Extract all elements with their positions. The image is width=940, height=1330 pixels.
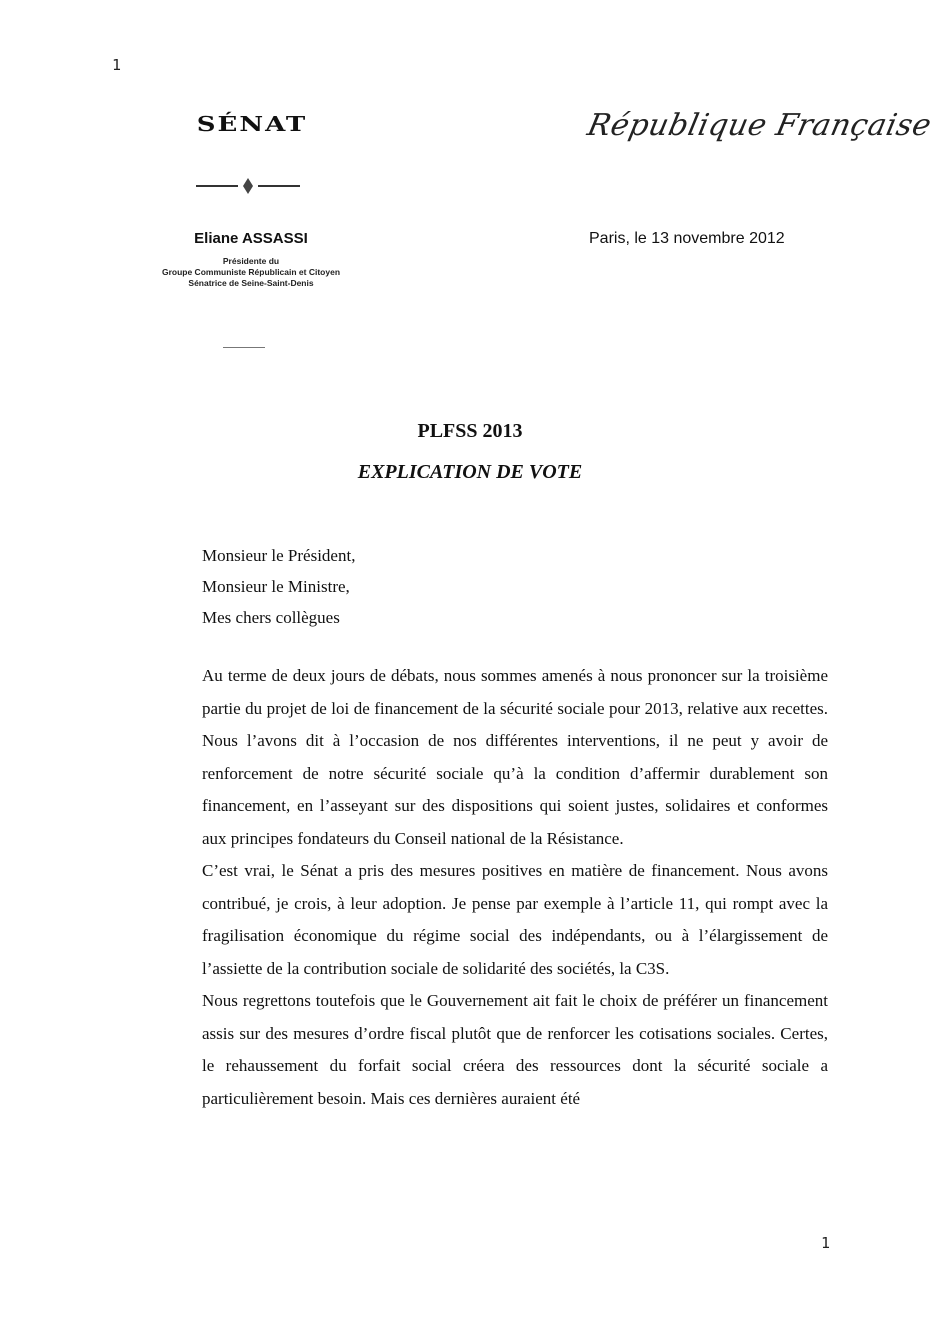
sender-title-line: Présidente du [222, 256, 280, 266]
body-paragraph: Nous regrettons toutefois que le Gouvernement ait fait le choix de préférer un financement assis sur des mesures d’ordre fiscal plutôt que de renforcer les cotisations sociales. Certes, le rehaussement du forfait social créera des ressources dont la sécurité sociale a particulièrement besoin. Mais ces dernières auraient été [202, 991, 828, 1108]
sender-title-line: Groupe Communiste Républicain et Citoyen [161, 267, 341, 277]
salutation-line: Mes chers collègues [202, 608, 340, 627]
body-paragraph: C’est vrai, le Sénat a pris des mesures positives en matière de financement. Nous avons contribué, je crois, à leur adoption. Je pense par exemple à l’article 11, qui rompt avec la fragilisation économique du régime social des indépendants, ou à l’élargissement de l’assiette de la contribution sociale de solidarité des sociétés, la C3S. [202, 861, 828, 978]
sender-title-line: Sénatrice de Seine-Saint-Denis [188, 278, 314, 288]
document-subtitle: EXPLICATION DE VOTE [357, 461, 583, 483]
republique-francaise-script: République Française [584, 108, 935, 143]
diamond-emblem-icon [196, 176, 300, 201]
salutation-line: Monsieur le Président, [202, 546, 356, 565]
sender-name: Eliane ASSASSI [194, 230, 308, 247]
senat-logo: SÉNAT [196, 113, 308, 137]
place-date: Paris, le 13 novembre 2012 [589, 230, 785, 247]
salutation [202, 540, 355, 633]
page-number-bottom: 1 [820, 1234, 830, 1252]
document-title: PLFSS 2013 [417, 420, 523, 442]
salutation-line: Monsieur le Ministre, [202, 577, 350, 596]
body-paragraph: Au terme de deux jours de débats, nous sommes amenés à nous prononcer sur la troisième partie du projet de loi de financement de la sécurité sociale pour 2013, relative aux recettes. Nous l’avons dit à l’occasion de nos différentes interventions, il ne peut y avoir de renforcement de notre sécurité sociale qu’à la condition d’affermir durablement son financement, en l’asseyant sur des dispositions qui soient justes, solidaires et conformes aux principes fondateurs du Conseil national de la Résistance. [202, 666, 828, 848]
divider [223, 347, 265, 348]
body-text [202, 660, 828, 1115]
sender-titles [110, 256, 392, 289]
page-number-top: 1 [112, 56, 122, 74]
